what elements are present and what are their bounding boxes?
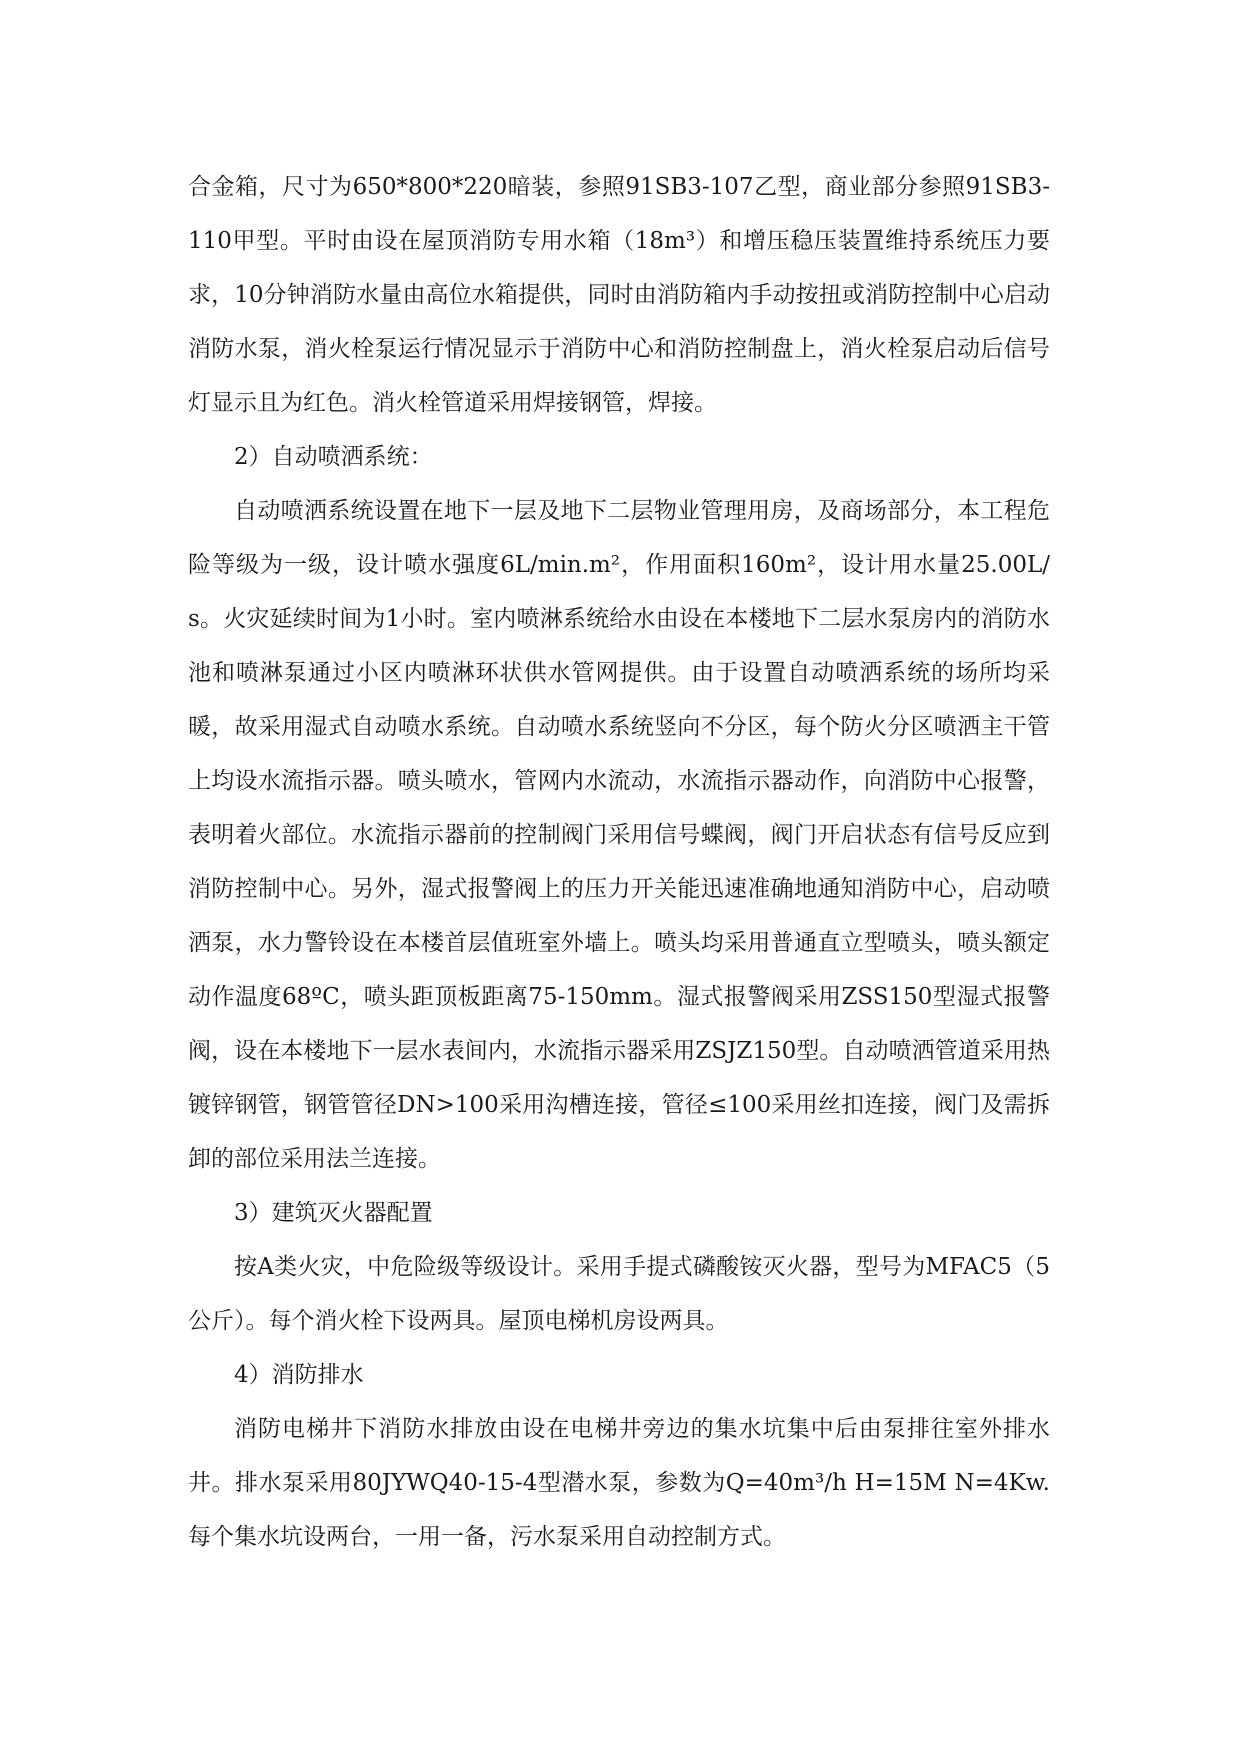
document-body xyxy=(188,160,1050,1564)
paragraph-sprinkler-system: 自动喷洒系统设置在地下一层及地下二层物业管理用房，及商场部分，本工程危险等级为一级，设计喷水强度6L/min.m²，作用面积160m²，设计用水量25.00L/s。火灾延续时间为1小时。室内喷淋系统给水由设在本楼地下二层水泵房内的消防水池和喷淋泵通过小区内喷淋环状供水管网提供。由于设置自动喷洒系统的场所均采暖，故采用湿式自动喷水系统。自动喷水系统竖向不分区，每个防火分区喷洒主干管上均设水流指示器。喷头喷水，管网内水流动，水流指示器动作，向消防中心报警，表明着火部位。水流指示器前的控制阀门采用信号蝶阀，阀门开启状态有信号反应到消防控制中心。另外，湿式报警阀上的压力开关能迅速准确地通知消防中心，启动喷洒泵，水力警铃设在本楼首层值班室外墙上。喷头均采用普通直立型喷头，喷头额定动作温度68ºC，喷头距顶板距离75-150mm。湿式报警阀采用ZSS150型湿式报警阀，设在本楼地下一层水表间内，水流指示器采用ZSJZ150型。自动喷洒管道采用热镀锌钢管，钢管管径DN>100采用沟槽连接，管径≤100采用丝扣连接，阀门及需拆卸的部位采用法兰连接。 xyxy=(188,498,1050,1172)
paragraph-hydrant-system: 合金箱，尺寸为650*800*220暗装，参照91SB3-107乙型，商业部分参照91SB3-110甲型。平时由设在屋顶消防专用水箱（18m³）和增压稳压装置维持系统压力要求，10分钟消防水量由高位水箱提供，同时由消防箱内手动按扭或消防控制中心启动消防水泵，消火栓泵运行情况显示于消防中心和消防控制盘上，消火栓泵启动后信号灯显示且为红色。消火栓管道采用焊接钢管，焊接。 xyxy=(188,174,1050,416)
paragraph-fire-drainage: 消防电梯井下消防水排放由设在电梯井旁边的集水坑集中后由泵排往室外排水井。排水泵采用80JYWQ40-15-4型潜水泵，参数为Q=40m³/h H=15M N=4Kw.每个集水坑设两台，一用一备，污水泵采用自动控制方式。 xyxy=(188,1416,1050,1550)
heading-sprinkler-system: 2）自动喷洒系统： xyxy=(234,444,433,470)
heading-fire-extinguishers: 3）建筑灭火器配置 xyxy=(234,1200,433,1226)
heading-fire-drainage: 4）消防排水 xyxy=(234,1362,364,1388)
paragraph-fire-extinguishers: 按A类火灾，中危险级等级设计。采用手提式磷酸铵灭火器，型号为MFAC5（5公斤）。每个消火栓下设两具。屋顶电梯机房设两具。 xyxy=(188,1254,1050,1334)
